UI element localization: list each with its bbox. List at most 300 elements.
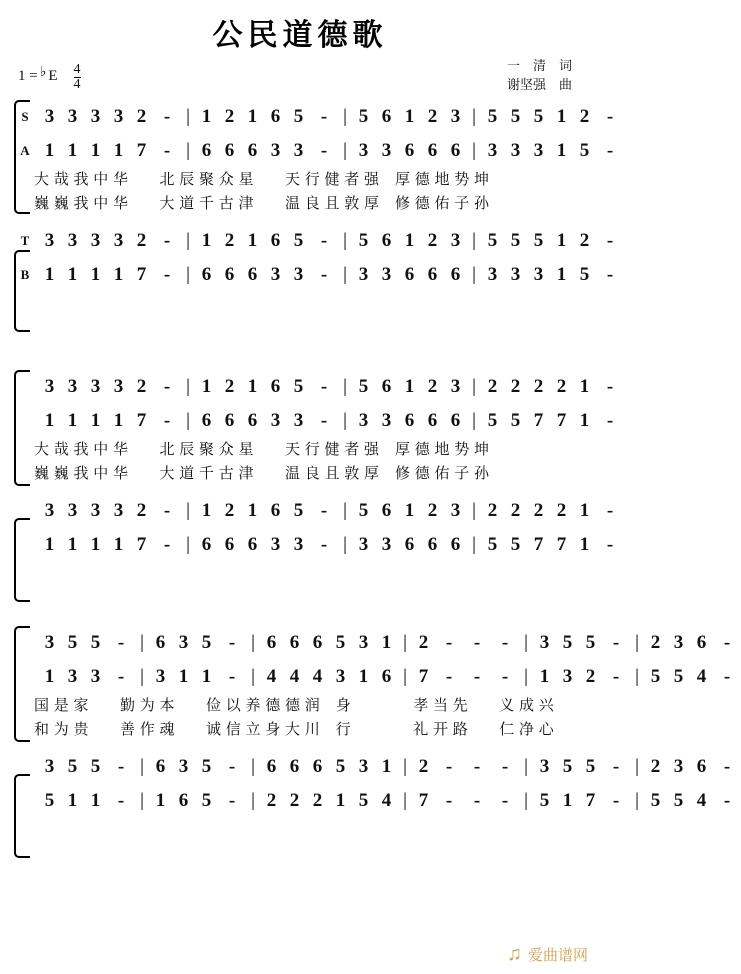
note: 5 (487, 106, 498, 127)
barline: | (140, 756, 144, 777)
note: 1 (201, 500, 212, 521)
note: 5 (533, 106, 544, 127)
note: 1 (579, 534, 590, 555)
note: 5 (673, 666, 684, 687)
note: 3 (155, 666, 166, 687)
note: 7 (585, 790, 596, 811)
note: 5 (487, 410, 498, 431)
lyrics-block-1 (0, 168, 600, 216)
note: 6 (266, 632, 277, 653)
sustain-dash: - (163, 410, 171, 431)
note: 1 (67, 264, 78, 285)
note: 6 (404, 410, 415, 431)
note: 6 (427, 140, 438, 161)
note: 6 (404, 534, 415, 555)
measure (38, 534, 181, 556)
note: 6 (381, 666, 392, 687)
measure (481, 410, 624, 432)
measure (38, 410, 181, 432)
measure (38, 376, 181, 398)
barline: | (635, 666, 639, 687)
note: 5 (510, 106, 521, 127)
measure (149, 632, 246, 654)
note: 6 (270, 230, 281, 251)
staff-line-a2 (16, 404, 614, 438)
sustain-dash: - (445, 790, 453, 811)
music-system-1 (0, 100, 614, 330)
note: 7 (418, 790, 429, 811)
note: 4 (696, 666, 707, 687)
sustain-dash: - (320, 264, 328, 285)
note: 4 (289, 666, 300, 687)
measure (38, 666, 135, 688)
voice-label-s: S (21, 109, 29, 124)
measure (195, 140, 338, 162)
measure (352, 500, 467, 522)
sustain-dash: - (723, 666, 731, 687)
barline: | (635, 756, 639, 777)
meter-numerator: 4 (73, 62, 81, 77)
note: 3 (67, 230, 78, 251)
note: 5 (487, 534, 498, 555)
barline: | (635, 790, 639, 811)
note: 5 (358, 106, 369, 127)
barline: | (343, 264, 347, 285)
sustain-dash: - (473, 790, 481, 811)
note: 2 (650, 632, 661, 653)
barline: | (343, 410, 347, 431)
note: 3 (358, 140, 369, 161)
music-note-icon: ♫ (506, 943, 522, 965)
barline: | (186, 140, 190, 161)
note: 6 (270, 106, 281, 127)
sustain-dash: - (228, 632, 236, 653)
note: 4 (381, 790, 392, 811)
note: 2 (650, 756, 661, 777)
note: 1 (579, 376, 590, 397)
barline: | (403, 756, 407, 777)
barline: | (186, 264, 190, 285)
note: 1 (381, 756, 392, 777)
sustain-dash: - (163, 106, 171, 127)
note: 1 (247, 230, 258, 251)
note: 3 (293, 534, 304, 555)
measure (481, 376, 624, 398)
staff-line-b2 (16, 528, 614, 562)
barline: | (186, 230, 190, 251)
note: 3 (293, 264, 304, 285)
watermark (507, 943, 588, 966)
note: 2 (136, 376, 147, 397)
note: 6 (247, 140, 258, 161)
measure (260, 632, 398, 654)
notes-a-1 (34, 140, 624, 162)
note: 1 (381, 632, 392, 653)
measure (481, 534, 624, 556)
note: 1 (178, 666, 189, 687)
measure (38, 632, 135, 654)
sustain-dash: - (612, 790, 620, 811)
note: 6 (404, 140, 415, 161)
music-system-3 (0, 626, 731, 866)
note: 7 (556, 534, 567, 555)
sustain-dash: - (228, 790, 236, 811)
note: 6 (381, 500, 392, 521)
staff-line-s3 (16, 626, 731, 660)
barline: | (343, 140, 347, 161)
barline: | (472, 534, 476, 555)
measure (533, 632, 630, 654)
measure (149, 756, 246, 778)
measure (38, 264, 181, 286)
note: 2 (427, 106, 438, 127)
note: 6 (312, 632, 323, 653)
note: 1 (556, 140, 567, 161)
barline: | (524, 756, 528, 777)
note: 2 (224, 500, 235, 521)
measure (352, 106, 467, 128)
barline: | (524, 632, 528, 653)
note: 6 (312, 756, 323, 777)
sustain-dash: - (320, 534, 328, 555)
note: 1 (67, 790, 78, 811)
note: 1 (113, 534, 124, 555)
measure (352, 376, 467, 398)
note: 2 (418, 756, 429, 777)
note: 5 (358, 376, 369, 397)
lyrics-verse-1: 大 哉 我 中 华 北 辰 聚 众 星 天 行 健 者 强 厚 德 地 势 坤 (34, 172, 490, 188)
measure (195, 500, 338, 522)
measure (195, 230, 338, 252)
barline: | (186, 410, 190, 431)
sustain-dash: - (606, 140, 614, 161)
barline: | (251, 632, 255, 653)
sustain-dash: - (612, 666, 620, 687)
note: 3 (44, 230, 55, 251)
note: 2 (224, 230, 235, 251)
note: 5 (673, 790, 684, 811)
lyrics-verse-3-2: 和 为 贵 善 作 魂 诚 信 立 身 大 川 行 礼 开 路 仁 净 心 (34, 722, 555, 738)
sustain-dash: - (320, 106, 328, 127)
sustain-dash: - (163, 534, 171, 555)
lyricist: 一 清 词 (506, 58, 572, 73)
note: 3 (381, 264, 392, 285)
note: 6 (427, 410, 438, 431)
sustain-dash: - (612, 756, 620, 777)
sustain-dash: - (117, 632, 125, 653)
note: 6 (247, 534, 258, 555)
note: 2 (427, 376, 438, 397)
note: 5 (335, 632, 346, 653)
measure (352, 534, 467, 556)
key-prefix: 1 = (18, 68, 38, 84)
note: 1 (90, 790, 101, 811)
note: 1 (539, 666, 550, 687)
note: 1 (44, 666, 55, 687)
barline: | (140, 790, 144, 811)
note: 3 (67, 106, 78, 127)
measure (38, 140, 181, 162)
sustain-dash: - (606, 230, 614, 251)
note: 2 (427, 230, 438, 251)
sustain-dash: - (723, 790, 731, 811)
sustain-dash: - (117, 790, 125, 811)
barline: | (403, 790, 407, 811)
sustain-dash: - (163, 264, 171, 285)
note: 2 (427, 500, 438, 521)
note: 1 (201, 106, 212, 127)
note: 3 (533, 140, 544, 161)
note: 3 (67, 500, 78, 521)
note: 5 (585, 632, 596, 653)
note: 5 (487, 230, 498, 251)
measure (149, 790, 246, 812)
note: 7 (533, 534, 544, 555)
note: 1 (556, 264, 567, 285)
staff-line-t (16, 224, 614, 258)
measure (412, 632, 519, 654)
note: 7 (418, 666, 429, 687)
sustain-dash: - (606, 106, 614, 127)
note: 5 (533, 230, 544, 251)
sustain-dash: - (473, 756, 481, 777)
measure (533, 790, 630, 812)
lyrics-block-3 (0, 694, 600, 742)
note: 5 (293, 500, 304, 521)
measure (644, 756, 741, 778)
barline: | (472, 500, 476, 521)
note: 5 (293, 376, 304, 397)
note: 6 (427, 264, 438, 285)
note: 6 (427, 534, 438, 555)
note: 1 (404, 376, 415, 397)
measure (195, 106, 338, 128)
measure (38, 230, 181, 252)
sustain-dash: - (445, 632, 453, 653)
note: 6 (270, 500, 281, 521)
note: 5 (510, 534, 521, 555)
note: 4 (696, 790, 707, 811)
barline: | (251, 790, 255, 811)
note: 3 (113, 500, 124, 521)
note: 6 (201, 264, 212, 285)
barline: | (343, 534, 347, 555)
barline: | (472, 264, 476, 285)
note: 3 (90, 500, 101, 521)
notes-s-3 (34, 632, 741, 654)
barline: | (140, 632, 144, 653)
sustain-dash: - (501, 790, 509, 811)
note: 3 (381, 534, 392, 555)
note: 5 (539, 790, 550, 811)
sustain-dash: - (163, 230, 171, 251)
sustain-dash: - (445, 666, 453, 687)
measure (481, 140, 624, 162)
measure (412, 666, 519, 688)
lyrics-verse-1-repeat: 大 哉 我 中 华 北 辰 聚 众 星 天 行 健 者 强 厚 德 地 势 坤 (34, 442, 490, 458)
note: 1 (44, 410, 55, 431)
measure (412, 756, 519, 778)
lyrics-verse-3-1: 国 是 家 勤 为 本 俭 以 养 德 德 润 身 孝 当 先 义 成 兴 (34, 698, 555, 714)
note: 6 (404, 264, 415, 285)
note: 2 (418, 632, 429, 653)
note: 1 (44, 140, 55, 161)
note: 3 (270, 264, 281, 285)
staff-line-t3 (16, 750, 731, 784)
notes-b-1 (34, 264, 624, 286)
note: 5 (650, 666, 661, 687)
barline: | (186, 534, 190, 555)
sustain-dash: - (501, 756, 509, 777)
key-signature (18, 62, 81, 91)
sustain-dash: - (723, 632, 731, 653)
sustain-dash: - (320, 376, 328, 397)
note: 3 (358, 756, 369, 777)
note: 6 (155, 632, 166, 653)
note: 1 (113, 410, 124, 431)
note: 2 (487, 376, 498, 397)
note: 5 (335, 756, 346, 777)
note: 1 (67, 140, 78, 161)
note: 1 (556, 106, 567, 127)
key-accidental: ♭ (39, 65, 47, 80)
sustain-dash: - (117, 666, 125, 687)
note: 3 (358, 410, 369, 431)
note: 6 (224, 534, 235, 555)
score-header (0, 54, 600, 100)
barline: | (472, 410, 476, 431)
measure (533, 666, 630, 688)
note: 1 (113, 264, 124, 285)
note: 5 (510, 230, 521, 251)
barline: | (186, 500, 190, 521)
note: 3 (358, 632, 369, 653)
barline: | (343, 230, 347, 251)
barline: | (472, 140, 476, 161)
note: 6 (450, 264, 461, 285)
note: 5 (44, 790, 55, 811)
note: 3 (533, 264, 544, 285)
measure (195, 376, 338, 398)
note: 4 (312, 666, 323, 687)
sustain-dash: - (163, 376, 171, 397)
note: 5 (67, 632, 78, 653)
measure (195, 264, 338, 286)
note: 1 (90, 410, 101, 431)
note: 6 (450, 140, 461, 161)
staff-line-s (16, 100, 614, 134)
time-signature (74, 63, 81, 92)
sustain-dash: - (606, 500, 614, 521)
barline: | (251, 666, 255, 687)
note: 1 (67, 534, 78, 555)
note: 2 (533, 500, 544, 521)
barline: | (403, 632, 407, 653)
note: 3 (270, 534, 281, 555)
note: 2 (556, 376, 567, 397)
barline: | (524, 666, 528, 687)
staff-line-a3 (16, 660, 731, 694)
measure (644, 790, 741, 812)
sustain-dash: - (320, 140, 328, 161)
note: 6 (696, 632, 707, 653)
note: 3 (293, 410, 304, 431)
note: 5 (358, 790, 369, 811)
measure (352, 230, 467, 252)
note: 2 (136, 230, 147, 251)
note: 1 (404, 230, 415, 251)
note: 3 (44, 106, 55, 127)
note: 1 (90, 140, 101, 161)
note: 7 (136, 140, 147, 161)
notes-s-2 (34, 376, 624, 398)
note: 3 (510, 264, 521, 285)
note: 7 (533, 410, 544, 431)
note: 2 (533, 376, 544, 397)
note: 3 (90, 230, 101, 251)
note: 5 (358, 230, 369, 251)
notes-t-1 (34, 230, 624, 252)
sustain-dash: - (163, 140, 171, 161)
note: 3 (44, 632, 55, 653)
note: 6 (266, 756, 277, 777)
note: 3 (90, 666, 101, 687)
note: 5 (650, 790, 661, 811)
barline: | (524, 790, 528, 811)
barline: | (343, 106, 347, 127)
measure (481, 230, 624, 252)
sustain-dash: - (723, 756, 731, 777)
note: 3 (335, 666, 346, 687)
note: 3 (487, 264, 498, 285)
note: 2 (289, 790, 300, 811)
note: 3 (67, 376, 78, 397)
sustain-dash: - (228, 756, 236, 777)
watermark-text: 爱曲谱网 (527, 947, 588, 964)
barline: | (186, 376, 190, 397)
note: 6 (224, 410, 235, 431)
note: 6 (224, 264, 235, 285)
note: 5 (201, 790, 212, 811)
note: 3 (90, 106, 101, 127)
staff-line-t2 (16, 494, 614, 528)
barline: | (403, 666, 407, 687)
note: 5 (579, 264, 590, 285)
note: 5 (67, 756, 78, 777)
note: 2 (585, 666, 596, 687)
note: 5 (90, 756, 101, 777)
note: 3 (44, 500, 55, 521)
note: 3 (293, 140, 304, 161)
note: 2 (510, 500, 521, 521)
measure (644, 666, 741, 688)
barline: | (472, 106, 476, 127)
measure (38, 790, 135, 812)
note: 3 (450, 376, 461, 397)
note: 3 (539, 756, 550, 777)
sustain-dash: - (445, 756, 453, 777)
note: 1 (579, 410, 590, 431)
note: 6 (270, 376, 281, 397)
measure (481, 264, 624, 286)
note: 6 (289, 756, 300, 777)
note: 7 (136, 410, 147, 431)
barline: | (635, 632, 639, 653)
measure (412, 790, 519, 812)
note: 2 (136, 106, 147, 127)
measure (38, 500, 181, 522)
note: 3 (358, 264, 369, 285)
